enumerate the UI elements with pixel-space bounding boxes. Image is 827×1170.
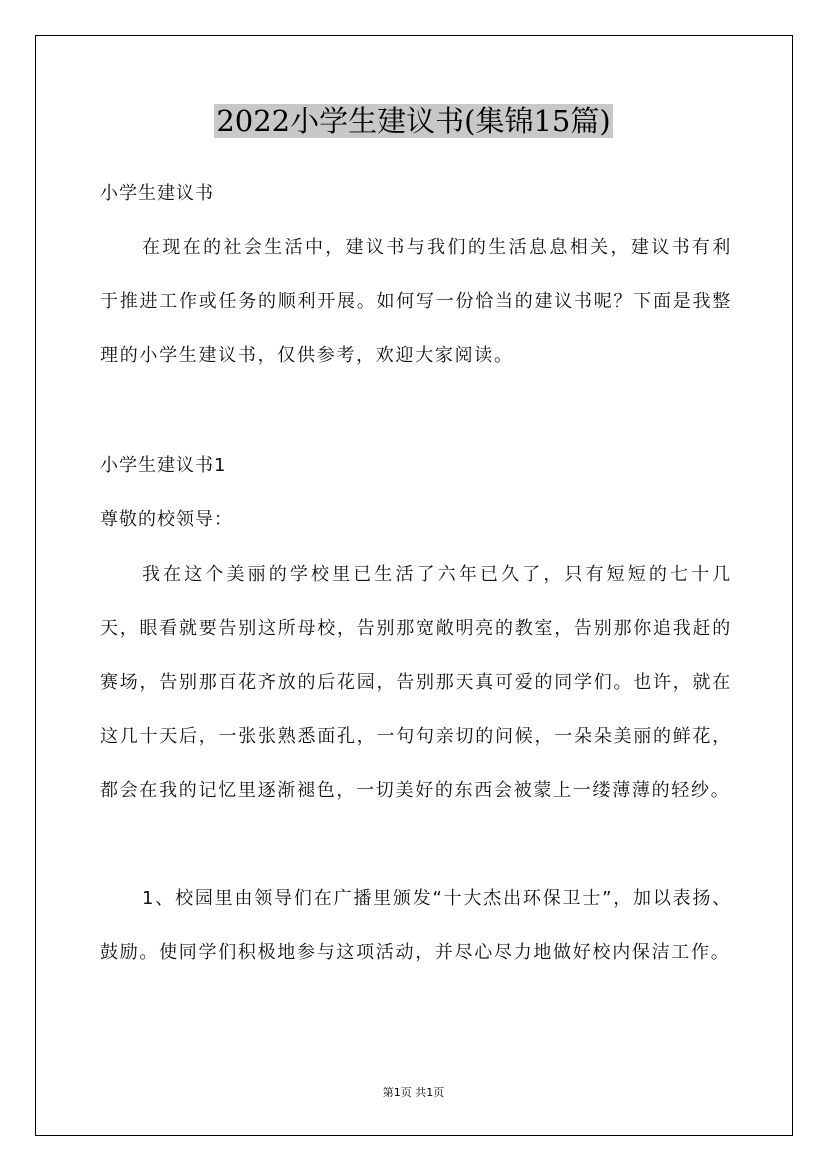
section-heading: 小学生建议书1 xyxy=(100,455,227,476)
document-title xyxy=(0,100,827,142)
body-paragraph-2: 1、校园里由领导们在广播里颁发“十大杰出环保卫士”，加以表扬、鼓励。使同学们积极地参与这项活动，并尽心尽力地做好校内保洁工作。 xyxy=(100,888,732,963)
intro-paragraph: 在现在的社会生活中，建议书与我们的生活息息相关，建议书有利于推进工作或任务的顺利开展。如何写一份恰当的建议书呢？下面是我整理的小学生建议书，仅供参考，欢迎大家阅读。 xyxy=(100,237,732,366)
salutation: 尊敬的校领导： xyxy=(100,509,233,530)
document-title-text: 2022小学生建议书(集锦15篇) xyxy=(216,104,611,138)
page-number: 第1页 共1页 xyxy=(382,1086,445,1099)
body-paragraph-1: 我在这个美丽的学校里已生活了六年已久了，只有短短的七十几天，眼看就要告别这所母校，告别那宽敞明亮的教室，告别那你追我赶的赛场，告别那百花齐放的后花园，告别那天真可爱的同学们。也许，就在这几十天后，一张张熟悉面孔，一句句亲切的问候，一朵朵美丽的鲜花，都会在我的记忆里逐渐褪色，一切美好的东西会被蒙上一缕薄薄的轻纱。 xyxy=(100,564,732,801)
intro-heading: 小学生建议书 xyxy=(100,183,214,204)
